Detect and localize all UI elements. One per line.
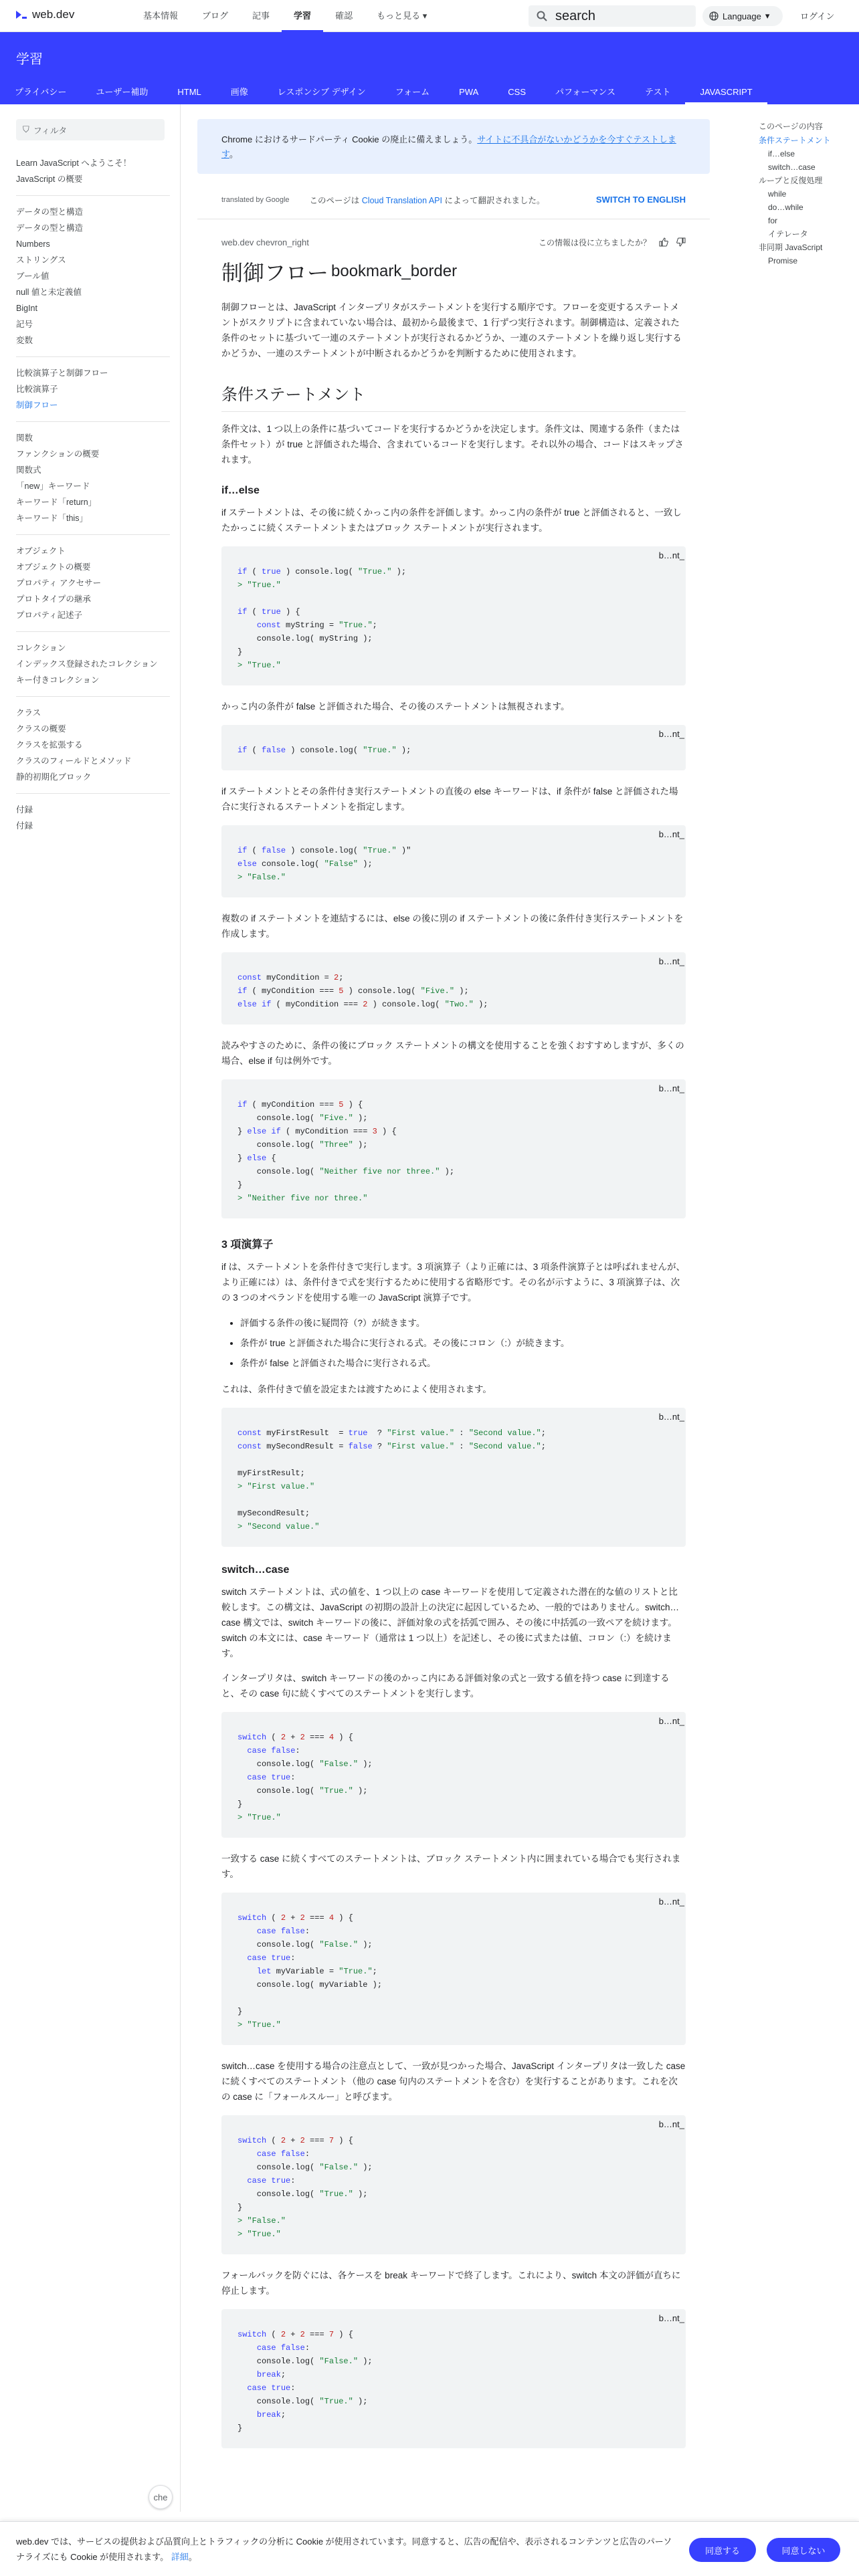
tab-images[interactable]: 画像 [230, 87, 248, 97]
sidebar-item[interactable]: 関数式 [16, 465, 41, 475]
language-label: Language [723, 11, 761, 21]
toc-item[interactable]: switch…case [768, 163, 816, 172]
code-block[interactable]: b…nt_ if ( true ) console.log( "True." ); > "True." if ( true ) { const myString = "True."; console.log( myString ); } > "True." [221, 546, 686, 685]
heading-ternary: 3 項演算子 [221, 1239, 274, 1251]
thumb-up-icon[interactable] [659, 237, 668, 247]
sidebar-group [16, 543, 170, 632]
tab-forms[interactable]: フォーム [395, 87, 430, 97]
cookie-text: web.dev では、サービスの提供および品質向上とトラフィックの分析に Cookie が使用されています。同意すると、広告の配信や、表示されるコンテンツと広告のパーソナライズにも Cookie が使用されます。 詳細。 [16, 2537, 672, 2562]
code-block[interactable]: b…nt_ if ( false ) console.log( "True." ); [221, 725, 686, 770]
page-title [221, 255, 686, 288]
sidebar-item[interactable]: 「new」キーワード [16, 481, 90, 491]
heading-switch-case: switch…case [221, 1564, 290, 1576]
sidebar-item[interactable]: 変数 [16, 336, 33, 345]
code-block[interactable]: b…nt_ switch ( 2 + 2 === 7 ) { case false: console.log( "False." ); break; case true: console.log( "True." ); break; } [221, 2309, 686, 2448]
article-body [197, 235, 710, 2448]
sidebar-item[interactable]: プロパティ記述子 [16, 611, 83, 620]
cookie-deprecation-banner [197, 119, 710, 174]
tab-html[interactable]: HTML [177, 87, 201, 97]
switch-to-english-button[interactable]: SWITCH TO ENGLISH [595, 195, 686, 205]
tab-privacy[interactable]: プライバシー [15, 87, 67, 97]
sidebar-item[interactable]: データの型と構造 [16, 223, 84, 233]
tab-pwa[interactable]: PWA [459, 87, 479, 97]
agree-button[interactable]: 同意する [689, 2538, 756, 2562]
tab-testing[interactable]: テスト [644, 87, 671, 97]
false-paragraph: かっこ内の条件が false と評価された場合、その後のステートメントは無視されます。 [221, 702, 570, 712]
sidebar-item[interactable]: オブジェクトの概要 [16, 562, 91, 572]
ternary-paragraph: if は、ステートメントを条件付きで実行します。3 項演算子（より正確には、3 項条件演算子とは呼ばれませんが、より正確には）は、条件付きで式を実行するために使用する省略形です。その名が示すように、3 項演算子は、次の 3 つのオペランドを使用する唯一の JavaScript 演算子です。 [221, 1262, 686, 1303]
sidebar-item[interactable]: BigInt [16, 304, 37, 313]
toc-item[interactable]: for [768, 216, 778, 225]
copy-code-button[interactable]: b…nt_ [658, 1716, 684, 1726]
sidebar-group [16, 155, 170, 196]
sidebar-item[interactable]: プロトタイプの継承 [16, 595, 91, 604]
translation-api-link[interactable]: Cloud Translation API [361, 195, 442, 205]
code-block[interactable]: b…nt_ const myCondition = 2; if ( myCondition === 5 ) console.log( "Five." ); else if ( myCondition === 2 ) console.log( "Two." ); [221, 952, 686, 1025]
cookie-learn-more-link[interactable]: 詳細 [171, 2552, 189, 2562]
list-item: • 評価する条件の後に疑問符（?）が続きます。 [240, 1313, 686, 1333]
course-tabs [0, 80, 767, 104]
code-block[interactable]: b…nt_ switch ( 2 + 2 === 4 ) { case false: console.log( "False." ); case true: let myVariable = "True."; console.log( myVariable ); } > "True." [221, 1893, 686, 2045]
top-nav-learn[interactable]: 学習 [282, 0, 323, 32]
code-block[interactable]: b…nt_ switch ( 2 + 2 === 7 ) { case false: console.log( "False." ); case true: console.log( "True." ); } > "False." > "True." [221, 2115, 686, 2254]
tab-css[interactable]: CSS [508, 87, 527, 97]
table-of-contents [759, 119, 852, 267]
web-dev-logo-icon [15, 8, 28, 21]
top-nav-explore[interactable]: 確認 [335, 11, 353, 21]
sidebar-group [16, 705, 170, 794]
toc-item[interactable]: while [768, 189, 787, 199]
sidebar-item-control-flow[interactable]: 制御フロー [16, 401, 58, 410]
ternary-operand-list [240, 1313, 686, 1374]
toc-item[interactable]: do…while [768, 203, 803, 212]
toc-item[interactable]: 条件ステートメント [759, 136, 831, 145]
heading-if-else: if…else [221, 485, 260, 496]
page-title-text: 制御フロー [221, 261, 329, 285]
if-paragraph: if ステートメントは、その後に続くかっこ内の条件を評価します。かっこ内の条件が true と評価されると、一致したかっこに続くステートメントまたはブロック ステートメントが実行されます。 [221, 508, 682, 533]
copy-code-button[interactable]: b…nt_ [658, 1897, 684, 1907]
intro-paragraph: 制御フローとは、JavaScript インタープリタがステートメントを実行する順序です。フローを変更するステートメントがスクリプトに含まれていない場合は、最初から最後まで、1 行ずつ実行されます。制御構造は、定義された条件のセットに基づいて一連のステートメントが実行されるかどうか、一連のステートメントを繰り返し実行するかどうか、一連のステートメントが中断されるかどうかを判断するために使用されます。 [221, 302, 682, 358]
login-button[interactable]: ログイン [800, 11, 835, 21]
cookie-message: web.dev では、サービスの提供および品質向上とトラフィックの分析に Cookie が使用されています。同意すると、広告の配信や、表示されるコンテンツと広告のパーソナライズにも Cookie が使用されます。 [16, 2537, 672, 2562]
top-nav [131, 0, 439, 32]
thumb-down-icon[interactable] [676, 237, 686, 247]
translation-bar [197, 181, 710, 219]
breadcrumb[interactable]: web.dev chevron_right [221, 237, 309, 247]
search-text: search [555, 8, 596, 23]
banner-link[interactable]: サイトに不具合がないかどうかを今すぐテストします [221, 134, 676, 159]
top-nav-basics[interactable]: 基本情報 [143, 11, 179, 21]
top-app-bar [0, 0, 859, 32]
sidebar-item[interactable]: コレクション [16, 643, 66, 653]
list-item: • 条件が false と評価された場合に実行される式。 [240, 1354, 686, 1374]
sidebar-item[interactable]: オブジェクト [16, 546, 66, 556]
translation-message [310, 194, 545, 206]
banner-text: Chrome におけるサードパーティ Cookie の廃止に備えましょう。 [221, 134, 478, 144]
copy-code-button[interactable]: b…nt_ [658, 956, 684, 966]
top-nav-blog[interactable]: ブログ [202, 11, 229, 21]
heading-conditional-statements: 条件ステートメント [221, 381, 686, 412]
conditional-paragraph: 条件文は、1 つ以上の条件に基づいてコードを実行するかどうかを決定します。条件文は、関連する条件（または条件セット）が true と評価された場合、含まれているコードを実行します。それ以外の場合、コードはスキップされます。 [221, 424, 684, 465]
copy-code-button[interactable]: b…nt_ [658, 729, 684, 739]
copy-code-button[interactable]: b…nt_ [658, 829, 684, 839]
sidebar-item[interactable]: JavaScript の概要 [16, 175, 83, 184]
chevron-down-icon: ▾ [422, 11, 427, 21]
sidebar-item[interactable]: null 値と未定義値 [16, 288, 82, 297]
sidebar-item[interactable]: キーワード「this」 [16, 514, 88, 523]
sidebar-item[interactable]: キー付きコレクション [16, 675, 100, 685]
copy-code-button[interactable]: b…nt_ [658, 1412, 684, 1422]
switch-paragraph-1: switch ステートメントは、式の値を、1 つ以上の case キーワードを使用して定義された潜在的な値のリストと比較します。この構文は、JavaScript の初期の設計上の決定に起因しているため、一般的ではありません。switch…case 構文では、switch キーワードの後に、評価対象の式を括弧で囲み、その後に中括弧の一致ペアを続けます。switch の本文には、case キーワード（通常は 1 つ以上）を記述し、その後に式または値、コロン（:）を続けます。 [221, 1587, 679, 1658]
sidebar-item[interactable]: 関数 [16, 433, 33, 443]
sidebar-item[interactable]: クラスを拡張する [16, 740, 83, 750]
sidebar-item[interactable]: クラスの概要 [16, 724, 66, 734]
filter-placeholder: フィルタ [33, 125, 68, 136]
sidebar-group [16, 365, 170, 422]
code-block[interactable]: b…nt_ if ( myCondition === 5 ) { console.log( "Five." ); } else if ( myCondition === 3 ) { console.log( "Three" ); } else { console.log( "Neither five nor three." ); } > "Neither five nor three." [221, 1079, 686, 1218]
sidebar-group [16, 802, 170, 842]
search-input[interactable] [529, 5, 696, 27]
tab-responsive-design[interactable]: レスポンシブ デザイン [277, 87, 366, 97]
globe-icon [709, 11, 719, 21]
toc-item[interactable]: 非同期 JavaScript [759, 243, 823, 252]
language-select[interactable] [702, 6, 783, 26]
sidebar-item[interactable]: ファンクションの概要 [16, 449, 100, 459]
chevron-down-icon: ▾ [765, 11, 770, 21]
toc-item[interactable]: イテレータ [768, 229, 808, 239]
toc-item[interactable]: Promise [768, 256, 798, 265]
list-item: • 条件が true と評価された場合に実行される式。その後にコロン（:）が続きます。 [240, 1333, 686, 1354]
sidebar-group [16, 204, 170, 357]
sidebar-item[interactable]: インデックス登録されたコレクション [16, 659, 158, 669]
tab-accessibility[interactable]: ユーザー補助 [96, 87, 149, 97]
ternary-after-paragraph: これは、条件付きで値を設定または渡すためによく使用されます。 [221, 1384, 492, 1394]
bookmark-icon[interactable]: bookmark_border [331, 262, 458, 280]
switch-paragraph-2: インタープリタは、switch キーワードの後のかっこ内にある評価対象の式と一致する値を持つ case に到達すると、その case 句に続くすべてのステートメントを実行します。 [221, 1673, 670, 1699]
sidebar-item[interactable]: ストリングス [16, 255, 66, 265]
floating-chat-button[interactable]: che [149, 2485, 173, 2509]
switch-paragraph-4: switch…case を使用する場合の注意点として、一致が見つかった場合、JavaScript インタープリタは一致した case に続くすべてのステートメント（他の case 句内のステートメントを含む）を実行することがあります。これを次の case に「フォールスルー」と呼びます。 [221, 2061, 686, 2102]
switch-paragraph-5: フォールバックを防ぐには、各ケースを break キーワードで終了します。これにより、switch 本文の評価が直ちに停止します。 [221, 2270, 681, 2296]
translated-by-google: translated by Google [221, 195, 290, 204]
tab-performance[interactable]: パフォーマンス [555, 87, 615, 97]
block-paragraph: 読みやすさのために、条件の後にブロック ステートメントの構文を使用することを強くおすすめしますが、多くの場合、else if 句は例外です。 [221, 1041, 684, 1066]
top-nav-more[interactable] [365, 0, 439, 32]
site-logo[interactable] [15, 8, 74, 21]
sidebar-item[interactable]: 静的初期化ブロック [16, 772, 92, 782]
breadcrumb-row [221, 235, 686, 249]
else-paragraph: if ステートメントとその条件付き実行ステートメントの直後の else キーワードは、if 条件が false と評価された場合に実行されるステートメントを指定します。 [221, 786, 678, 812]
filter-icon: ⛉ [23, 124, 29, 134]
sidebar-item[interactable]: プロパティ アクセサー [16, 578, 102, 588]
translation-pre: このページは [309, 195, 360, 205]
sidebar-group [16, 430, 170, 535]
switch-paragraph-3: 一致する case に続くすべてのステートメントは、ブロック ステートメント内に囲まれている場合でも実行されます。 [221, 1854, 681, 1879]
learn-hero [0, 32, 859, 104]
sidebar-item[interactable]: 記号 [16, 320, 33, 329]
sidebar-item[interactable]: データの型と構造 [16, 207, 84, 217]
filter-input[interactable] [16, 119, 165, 140]
left-sidebar [0, 104, 181, 2512]
chain-paragraph: 複数の if ステートメントを連結するには、else の後に別の if ステートメントの後に条件付き実行ステートメントを作成します。 [221, 914, 684, 939]
sidebar-item[interactable]: Numbers [16, 239, 50, 249]
copy-code-button[interactable]: b…nt_ [658, 2119, 684, 2129]
disagree-button[interactable]: 同意しない [767, 2538, 840, 2562]
copy-code-button[interactable]: b…nt_ [658, 550, 684, 560]
helpful-question: この情報は役に立ちましたか？ [538, 237, 651, 247]
banner-end: 。 [229, 149, 238, 159]
copy-code-button[interactable]: b…nt_ [658, 2313, 684, 2323]
copy-code-button[interactable]: b…nt_ [658, 1083, 684, 1093]
logo-text: web.dev [32, 8, 75, 21]
sidebar-item[interactable]: 付録 [16, 805, 33, 815]
sidebar-group [16, 640, 170, 697]
sidebar-item[interactable]: キーワード「return」 [16, 498, 97, 507]
top-nav-articles[interactable]: 記事 [252, 11, 270, 21]
code-block[interactable]: b…nt_ switch ( 2 + 2 === 4 ) { case false: console.log( "False." ); case true: console.log( "True." ); } > "True." [221, 1712, 686, 1838]
hero-title: 学習 [16, 52, 43, 67]
toc-title: このページの内容 [759, 122, 823, 131]
sidebar-item[interactable]: 付録 [16, 821, 33, 831]
toc-item[interactable]: ループと反復処理 [759, 176, 823, 185]
sidebar-item[interactable]: 比較演算子 [16, 385, 58, 394]
article [197, 119, 710, 2462]
search-icon [537, 11, 547, 21]
cookie-consent-bar [0, 2521, 859, 2576]
code-block[interactable]: b…nt_ if ( false ) console.log( "True." )" else console.log( "False" ); > "False." [221, 825, 686, 897]
sidebar-item[interactable]: Learn JavaScript へようこそ！ [16, 158, 132, 168]
sidebar-item[interactable]: クラス [16, 708, 41, 718]
top-nav-more-label: もっと見る [377, 11, 421, 21]
code-block[interactable]: b…nt_ const myFirstResult = true ? "First value." : "Second value."; const mySecondResult = false ? "First value." : "Second value."; myFirstResult; > "First value." mySecondResult; > "Second value." [221, 1408, 686, 1547]
sidebar-item[interactable]: クラスのフィールドとメソッド [16, 756, 132, 766]
sidebar-item[interactable]: 比較演算子と制御フロー [16, 368, 108, 378]
translation-post: によって翻訳されました。 [444, 195, 545, 205]
sidebar-item[interactable]: ブール値 [16, 272, 50, 281]
toc-item[interactable]: if…else [768, 149, 795, 158]
tab-javascript[interactable]: JAVASCRIPT [685, 80, 767, 104]
